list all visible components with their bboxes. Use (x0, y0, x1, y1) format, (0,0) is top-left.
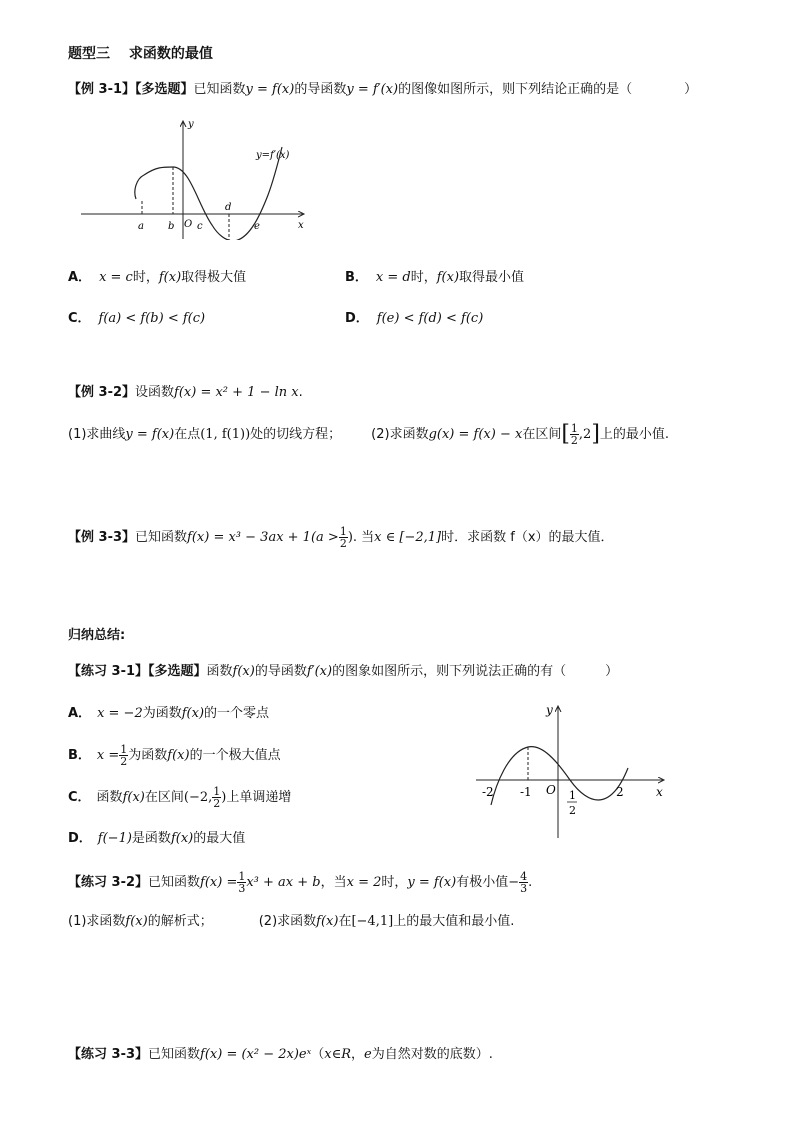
ex33-tag: 【例 3-3】 (68, 530, 136, 545)
label-curve: y=f′(x) (256, 150, 290, 161)
ex31-option-c: C． f(a) < f(b) < f(c) (68, 311, 206, 326)
label-a: a (138, 221, 144, 232)
ex31-option-d: D． f(e) < f(d) < f(c) (345, 311, 484, 326)
summary-heading: 归纳总结: (68, 628, 126, 643)
pr31-stem: 【练习 3-1】【多选题】函数f(x)的导函数f′(x)的图象如图所示，则下列说法正确的有（ ） (68, 664, 619, 679)
label-x: x (298, 220, 304, 231)
ex31-tag: 【例 3-1】【多选题】 (68, 82, 194, 97)
pr31-option-a: A． x = −2为函数f(x)的一个零点 (68, 706, 270, 721)
pr33-tag: 【练习 3-3】 (68, 1047, 149, 1062)
ex32-questions: (1)求曲线y = f(x)在点(1, f(1))处的切线方程； (2)求函数g(x) = f(x) − x在区间[ $\frac{1}{2}$ ,2]上的最小值. (68, 421, 670, 447)
derivative-curve (491, 747, 628, 805)
label-o: O (184, 219, 193, 230)
tick-half-num: 1 (569, 789, 576, 802)
label-b: b (168, 221, 175, 232)
pr31-option-c: C． 函数f(x)在区间(−2, $\frac{1}{2}$ )上单调递增 (68, 785, 292, 810)
label-y: y (188, 119, 194, 130)
ex33-stem: 【例 3-3】已知函数f(x) = x³ − 3ax + 1(a > $\frac{1}{2}$ ). 当x ∈ [−2,1]时．求函数 f（x）的最大值． (68, 525, 614, 550)
ex31-stem: 【例 3-1】【多选题】已知函数y = f(x)的导函数y = f′(x)的图像如图所示，则下列结论正确的是（ ） (68, 82, 698, 97)
ex31-option-b: B． x = d时，f(x)取得最小值 (345, 270, 525, 285)
label-o: O (546, 783, 556, 797)
pr31-tag: 【练习 3-1】【多选题】 (68, 664, 207, 679)
tick-neg2: -2 (482, 785, 494, 799)
ex32-tag: 【例 3-2】 (68, 385, 136, 400)
pr31-option-d: D． f(−1)是函数f(x)的最大值 (68, 831, 246, 846)
ex31-derivative-graph (78, 115, 313, 240)
pr32-tag: 【练习 3-2】 (68, 875, 149, 890)
tick-2: 2 (616, 785, 624, 799)
label-x: x (656, 785, 663, 799)
pr31-option-b: B． x = $\frac{1}{2}$ 为函数f(x)的一个极大值点 (68, 743, 281, 768)
ex32-stem: 【例 3-2】设函数f(x) = x² + 1 − ln x. (68, 385, 303, 400)
tick-half-den: 2 (569, 804, 576, 817)
pr32-stem: 【练习 3-2】已知函数f(x) = $\frac{1}{3}$ x³ + ax + b，当x = 2时，y = f(x)有极小值− $\frac{4}{3}$ . (68, 870, 533, 895)
pr32-questions: (1)求函数f(x)的解析式； (2)求函数f(x)在[−4,1]上的最大值和最小值. (68, 914, 515, 929)
tick-neg1: -1 (520, 785, 532, 799)
label-d: d (225, 202, 232, 213)
label-e: e (254, 221, 260, 232)
label-y: y (546, 703, 553, 717)
label-c: c (197, 221, 203, 232)
section-title: 题型三 求函数的最值 (68, 46, 213, 62)
ex31-option-a: A． x = c时，f(x)取得极大值 (68, 270, 247, 285)
ex32-half: $\frac{1}{2}$ (570, 422, 578, 447)
pr31-derivative-graph (470, 700, 670, 840)
pr33-stem: 【练习 3-3】已知函数f(x) = (x² − 2x)eˣ（x∈R，e为自然对数的底数）. (68, 1047, 493, 1062)
